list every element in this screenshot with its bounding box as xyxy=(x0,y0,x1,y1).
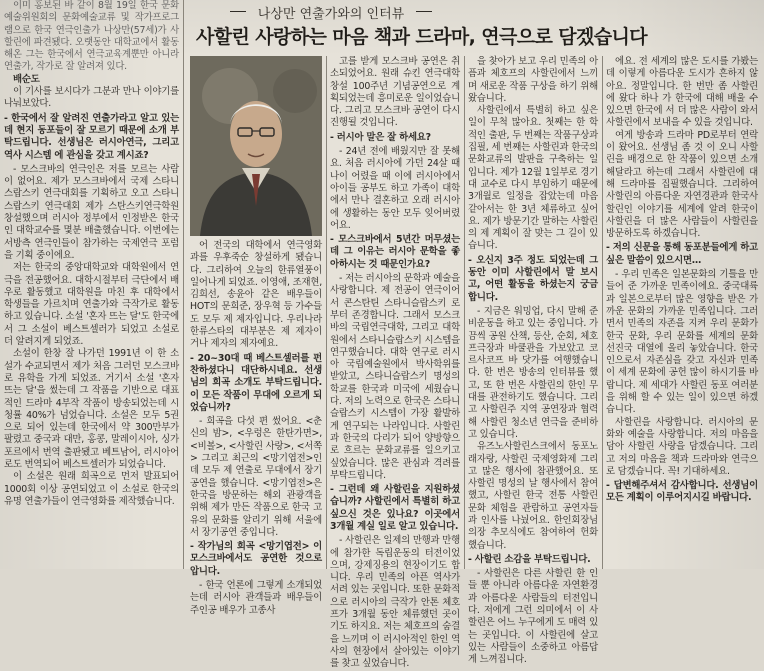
article-paragraph: 이 소설은 원래 희곡으로 먼저 발표되어 1000회 이상 공연되었고 이 소설로 한국의 유명 연출가들이 연극영화를 제작했습니다. xyxy=(4,471,179,507)
article-paragraph: 고를 받게 모스크바 공연은 취소되었어요. 원래 슈킨 연극대학 창설 100주년 기념공연으로 계획되었는데 흥미로운 일이었습니다. 그리고 모스크바 공연이 다시 진행될 것입니다. xyxy=(330,56,460,129)
article-paragraph: 어 전국의 대학에서 연극영화과를 우후죽순 창설하게 됐습니다. 그리하여 오늘의 한류열풍이 일어나게 되었죠. 이영애, 조재현, 김희선, 송윤아 같은 배우들이 HOT의 문희준, 장우혁 등 가수들도 모두 제 제자입니다. 우리나라 한류스타의 대부분은 제 제자이거나 제자의 제자예요. xyxy=(190,240,322,350)
interview-question: - 모스크바에서 5년간 머무셨는데 그 이유는 러시아 문학을 좋아하시는 것 때문인가요? xyxy=(330,234,460,270)
interview-question: - 오신지 3주 정도 되었는데 그동안 이미 사할린에서 말 보시고, 어떤 활동을 하셨는지 궁금합니다. xyxy=(468,254,598,303)
article-paragraph: 사할린을 사랑합니다. 러시아의 문화와 예술을 사랑합니다. 저의 마음을 담아 사할린 사랑을 담겠습니다. 그리고 저의 마음을 책과 드라마와 연극으로 담겠습니다. 꼭! 기대하세요. xyxy=(606,416,758,477)
article-paragraph: 사할린에서 특별히 하고 싶은 일이 무척 많아요. 첫째는 한 학적인 출판, 두 번째는 작품구상과 집필, 세 번째는 사할린과 한국의 문화교류의 발판을 구축하는 일입니다. 제가 12월 1일부로 경기대 교수로 다시 부임하기 때문에 3개월로 일정을 잡았는데 마음 같아서는 한 3년 체류하고 싶어요. 제가 방문기간 말하는 사할린의 제 계획이 잘 맞는 그 길이 있습니다. xyxy=(468,105,598,252)
article-paragraph: 소설이 한창 잘 나가던 1991년 이 한 소설가 수교되면서 제가 처음 그러던 모스크바로 유학을 가게 되었죠. 거기서 소설 '혼자 뜨는 달'을 썼는데 그 작품을 기반으로 대표적인 드라마 4부작 작품이 방송되었는데 시청률 40%가 넘었습니다. 소설은 모두 5권으로 되어 있는데 한국에서 약 300만부가 팔렸고 중국과 대만, 홍콩, 말레이시아, 싱가포르에서 번역 출판됐고 베트남어, 러시아어로도 번역되어 베스트셀러가 되었습니다. xyxy=(4,348,179,470)
portrait-image xyxy=(190,56,322,236)
article-paragraph: - 저는 러시아의 문학과 예술을 사랑합니다. 제 전공이 연극이어서 콘스탄틴 스타니슬랍스키 로부터 존경합니다. 그래서 모스크바의 국립연극대학, 그리고 대학원에서 스타니슬랍스키 시스템을 연구했습니다. 대학 연구로 러시아 국립예술원에서 박사학위를 받았고, 스타니슬랍스키 명성의 학교를 한국과 미국에 세웠습니다. 저의 노력으로 한국은 스타니슬랍스키 시스템이 가장 활발하게 연구되는 나라입니다. 사할린과 한국의 다리가 되어 양방향으로 흐르는 문화교류를 일으키고 싶었습니다. 많은 관심과 격려를 부탁드립니다. xyxy=(330,273,460,481)
article-headline: 사할린 사랑하는 마음 책과 드라마, 연극으로 담겠습니다 xyxy=(196,26,648,48)
interview-question: - 사할린 소감을 부탁드립니다. xyxy=(468,553,591,565)
article-column-4 xyxy=(468,56,598,666)
article-paragraph: 여게 방송과 드라마 PD로부터 연락이 왔어요. 선생님 좀 것 이 오니 사할린을 배경으로 한 작품이 있으면 소개해달라고 하는데 그래서 사할린에 대해 드라마를 집필했습니다. 그리하여 사할린의 아름다운 자연경관과 한국사할린인 이야기를 세계에 알려 한국이 사할린을 더 많은 사람들이 사할린을 방문하도록 하겠습니다. xyxy=(606,129,758,240)
article-column-2 xyxy=(190,240,322,616)
interview-question: - 작가님의 희곡 <망기엽전> 이 모스크바에서도 공연한 것으로 압니다. xyxy=(190,541,322,577)
article-paragraph: 저는 한국의 중앙대학교와 대학원에서 연극을 전공했어요. 대학시절부터 극단에서 배우로 활동했고 대학원을 마친 후 대학에서 학생들을 가르치며 연출가와 극작가로 활동하고 있습니다. 소설 '혼자 뜨는 달'도 한국에서 그 소설이 베스트셀러가 되었고 소설로 더 알려지게 되었죠. xyxy=(4,262,179,348)
article-paragraph: - 사할린은 다른 사할린 한 인들 뿐 아니라 아름다운 자연환경과 아름다운 사람들의 터전입니다. 저에게 그런 의미에서 이 사할린은 어느 누구에게 도 매력 있는 곳입니다. 이 사할린에 살고 있는 사람들이 소중하고 아름답게 느껴집니다. xyxy=(468,568,598,666)
interview-question: - 저의 신문을 통해 동포분들에게 하고 싶은 말씀이 있으시면… xyxy=(606,242,758,266)
article-paragraph: - 지금은 워밍업, 다시 말해 준비운동을 하고 있는 중입니다. 가끔씩 공원 산책, 등산, 순회, 체호프극장과 바쿨관을 가보았고 코르사코프 바 닷가를 여행했습니다. 한 번은 방송의 인터뷰를 했고, 또 한 번은 사할린의 한인 무대를 관전하기도 했습니다. 그리고 사할린주 지역 공연장과 협력해 사할린 청소년 연극을 준비하고 있습니다. xyxy=(468,305,598,440)
interview-question: - 한국에서 잘 알려진 연출가라고 알고 있는데 현지 동포들이 잘 모르기 때문에 소개 부탁드립니다. 선생님은 러시아연극, 그리고 역사 시스템 에 관심을 갖고 계시죠? xyxy=(4,112,179,161)
article-paragraph: 에요. 전 세계의 많은 도시를 가봤는데 이렇게 아름다운 도시가 흔하지 않아요. 정말입니다. 한 번만 좀 사할린에 왔다 하나 가 한국에 대해 배울 수 있으면 한국에 서 더 많은 사람이 와서 사할린에서 보내을 수 있을 것입니다. xyxy=(606,56,758,129)
interview-question: - 답변해주셔서 감사합니다. 선생님이 모든 계획이 이루어지시길 바랍니다. xyxy=(606,480,758,504)
interview-question: - 러시아 말은 잘 하세요? xyxy=(330,131,431,143)
interview-question: - 20~30대 때 베스트셀러를 펀찬하셨다니 대단하시네요. 선생님의 희곡 소개도 부탁드립니다. 이 모든 작품이 무대에 오르게 되었습니까? xyxy=(190,352,322,413)
article-paragraph: 이미 홍보된 바 같이 8월 19일 한국 문화예술위원회의 문화예술교류 및 작가프로그램으로 한국 연극인출가 나상만(57세)가 사할린에 파견됐다. 오랫동안 대학교에서 활동해온 그는 한국에서 연극교육계뿐만 아니라 연출가, 작가로 잘 알려져 있다. xyxy=(4,0,179,73)
article-paragraph: 을 찾아가 보고 우리 민족의 아픔과 체호프의 사할린에서 느끼며 새로운 작품 구상을 하기 위해 왔습니다. xyxy=(468,56,598,104)
article-column-1 xyxy=(4,0,179,569)
column-divider xyxy=(326,56,327,569)
article-kicker: 나상만 연출가와의 인터뷰 xyxy=(236,3,426,22)
article-paragraph: - 한국 언론에 그렇게 소개되었는데 러시아 관객들과 배우들이 주인공 배우가 고종사 xyxy=(190,580,322,616)
column-divider xyxy=(183,0,184,569)
article-paragraph: - 희곡을 다섯 편 썼어요. <춘신의 밤>, <우렁은 한탄가면>, <비볼>, <사할린 사랑>, <서쪽> 그리고 최근의 <망기엽전>인데 모두 제 연출로 무대에서 장기 공연을 했습니다. <망기엽전>은 한국을 방문하는 해외 관광객을 위해 제가 만든 작품으로 한국 고유의 문화를 알리기 위해 서울에서 장기공연 중입니다. xyxy=(190,416,322,538)
article-paragraph: - 사할린은 일제의 만행과 만행에 참가한 독립운동의 터전이었으며, 강제징용의 현장이기도 합니다. 우리 민족의 아픈 역사가 서려 있는 곳입니다. 또한 문화적으로 러시아의 극작가 안톤 체호프가 3개월 동안 체류했던 곳이기도 하지요. 저는 체호프의 숨결을 느끼며 이 러시아적인 한인 역사의 현장에서 살아있는 이야기를 찾고 싶었습니다. xyxy=(330,535,460,670)
article-column-5 xyxy=(606,56,758,569)
article-paragraph: 이 기사를 보시다가 그분과 만나 이야기를 나눠보았다. xyxy=(4,86,179,110)
column-divider xyxy=(602,56,603,569)
column-divider xyxy=(464,56,465,569)
article-column-3 xyxy=(330,56,460,670)
interview-question: - 그런데 왜 사할린을 지원하셨습니까? 사할린에서 특별히 하고 싶으신 것은 있나요? 이곳에서 3개월 계실 일로 알고 있습니다. xyxy=(330,484,460,532)
article-paragraph: - 모스크바의 연극인은 저를 모르는 사람이 없어요. 제가 모스크바에서 국제 스타니스랍스키 연극대회를 기획하고 오고 스타니스랍스키 연극대회 제가 스탄스키연극학원 창설했으며 러시아 정부에서 인정받은 한국인 대학교수를 몇분 배출했습니다. 이번에는 서방측 연극인들이 참가하는 국제연극 포럼을 기획 중이에요. xyxy=(4,163,179,261)
article-paragraph: 배순도 xyxy=(13,73,40,85)
article-paragraph: - 우리 민족은 일본문화의 기틀을 만들어 준 가까운 민족이에요. 중국대륙과 일본으로부터 많은 영향을 받은 가까운 문화의 가까운 민족입니다. 그러면서 민족의 자존을 지켜 우리 문화가 한국 문화, 우리 문화를 세계의 문화 선진국 대열에 올리 놓았습니다. 한국인으로서 자존심을 갖고 자신과 민족이 세계 문화에 공헌 많이 하시기를 바랍니다. 제 세대가 사할린 동포 여러분을 위해 할 수 있는 일이 있으면 하겠습니다. xyxy=(606,269,758,416)
article-paragraph: - 24년 전에 배웠지만 잘 못해요. 처음 러시아에 가던 24살 때 나이 어렸을 때 이에 러시아에서 아이들 공부도 하고 가족이 대학에서 만나 결혼하고 오래 러시아에 생활하는 동안 모두 잊어버렸어요. xyxy=(330,146,460,231)
article-paragraph: 유즈노사할린스크에서 동포노래자랑, 사할린 국제영화제 그리고 많은 행사에 참관했어요. 또 사할린 명성의 날 행사에서 참여했고, 사할린 한국 전통 사할린 문화 체험을 관람하고 공연자들과 인사를 나눴어요. 한인회장님 의장 추모식에도 참여하여 헌화했습니다. xyxy=(468,441,598,551)
interviewee-photo xyxy=(190,56,322,236)
